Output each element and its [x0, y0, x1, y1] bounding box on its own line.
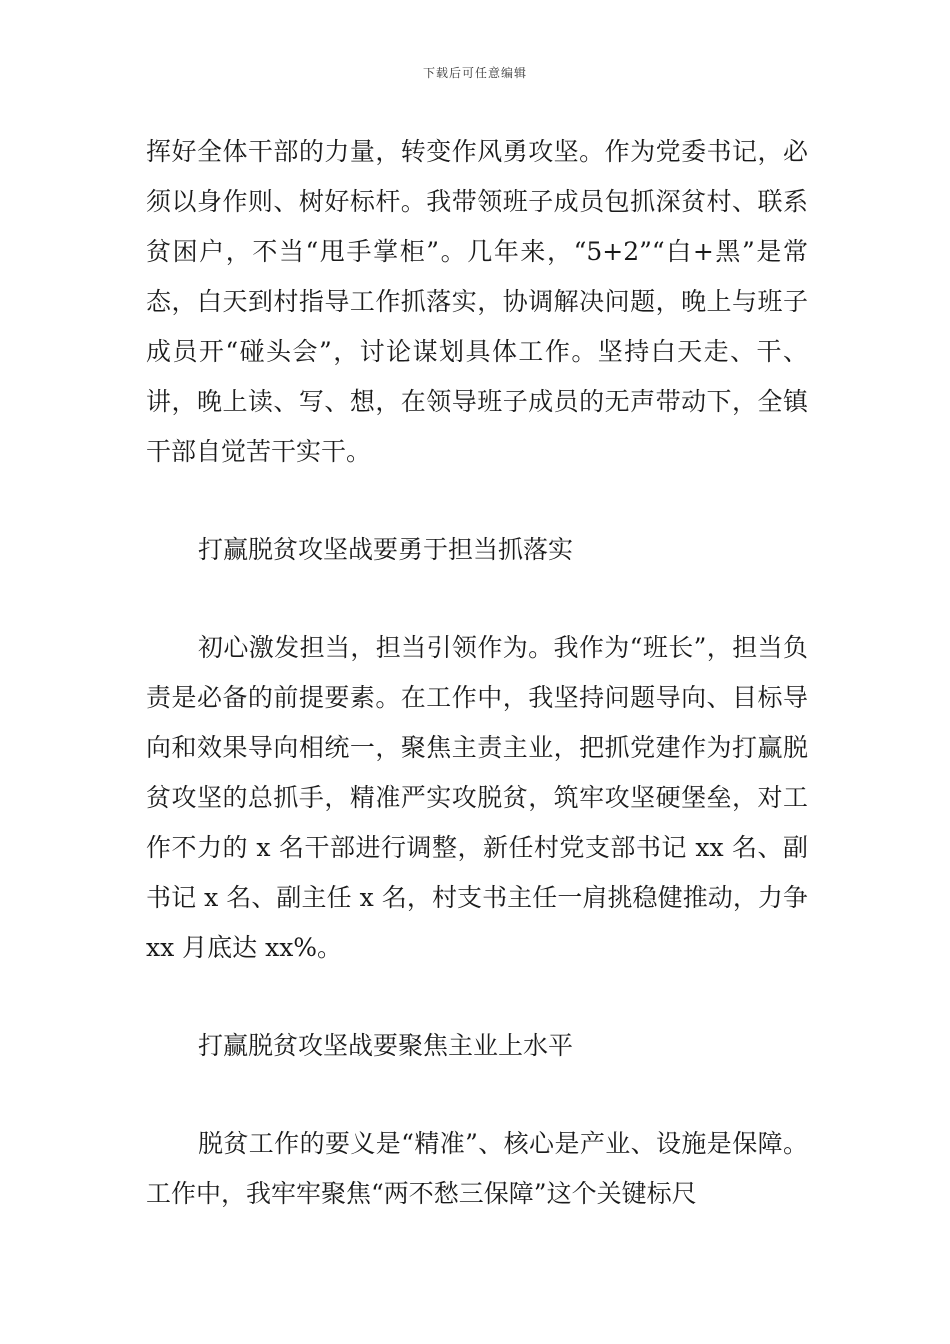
- page-header: 下载后可任意编辑: [422, 66, 527, 80]
- document-body: [146, 127, 808, 1219]
- section-heading-2: 打赢脱贫攻坚战要聚焦主业上水平: [198, 1031, 574, 1060]
- paragraph-gap: [146, 575, 808, 623]
- body-paragraph-3: 脱贫工作的要义是“精准”、核心是产业、设施是保障。工作中，我牢牢聚焦“两不愁三保障”这个关键标尺: [146, 1129, 808, 1208]
- body-paragraph-1: 挥好全体干部的力量，转变作风勇攻坚。作为党委书记，必须以身作则、树好标杆。我带领班子成员包抓深贫村、联系贫困户，不当“甩手掌柜”。几年来，“5+2”“白+黑”是常态，白天到村指导工作抓落实，协调解决问题，晚上与班子成员开“碰头会”，讨论谋划具体工作。坚持白天走、干、讲，晚上读、写、想，在领导班子成员的无声带动下，全镇干部自觉苦干实干。: [146, 137, 808, 466]
- paragraph-gap: [146, 1071, 808, 1119]
- paragraph-gap: [146, 477, 808, 525]
- body-paragraph-2: 初心激发担当，担当引领作为。我作为“班长”，担当负责是必备的前提要素。在工作中，我坚持问题导向、目标导向和效果导向相统一，聚焦主责主业，把抓党建作为打赢脱贫攻坚的总抓手，精准严实攻脱贫，筑牢攻坚硬堡垒，对工作不力的 x 名干部进行调整，新任村党支部书记 xx 名、副书记 x 名、副主任 x 名，村支书主任一肩挑稳健推动，力争 xx 月底达 xx%。: [146, 633, 808, 962]
- section-heading-1: 打赢脱贫攻坚战要勇于担当抓落实: [198, 535, 574, 564]
- paragraph-gap: [146, 973, 808, 1021]
